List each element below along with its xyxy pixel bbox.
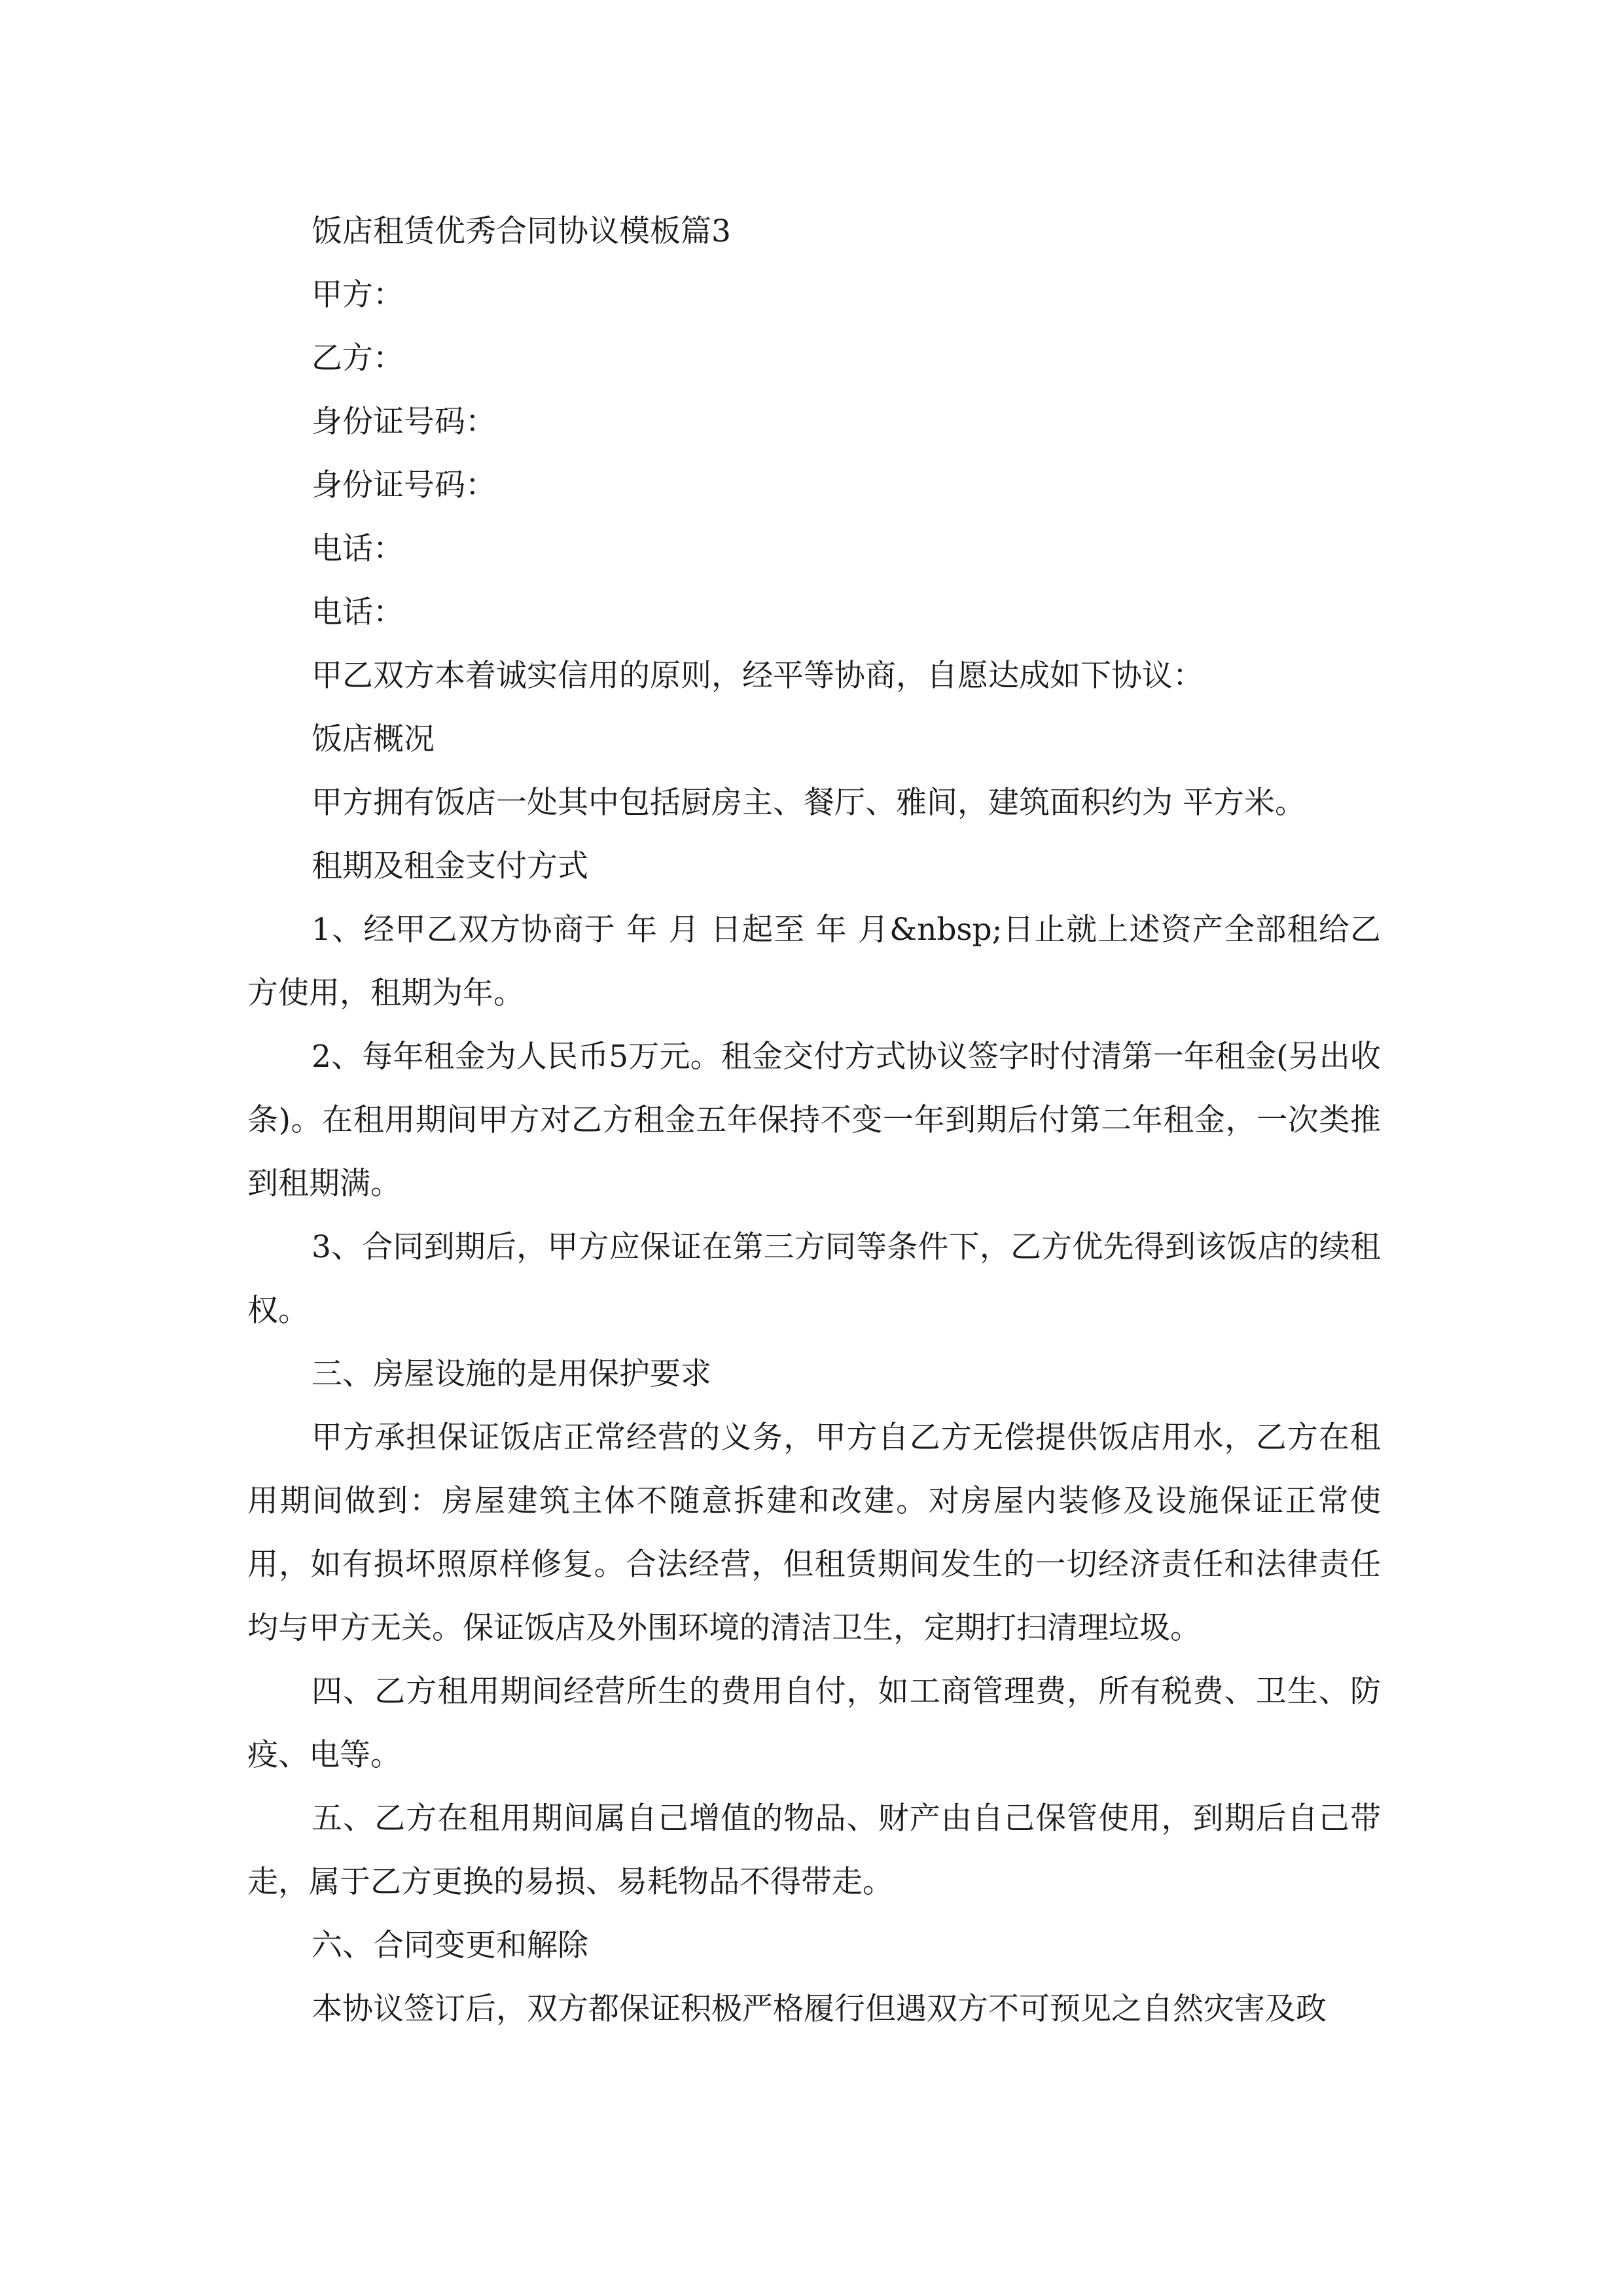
- clause-paragraph: 五、乙方在租用期间属自己增值的物品、财产由自己保管使用，到期后自己带走，属于乙方更换的易损、易耗物品不得带走。: [247, 1801, 1381, 1900]
- section-heading: 六、合同变更和解除: [312, 1928, 588, 1964]
- id-number-line: 身份证号码：: [312, 467, 496, 503]
- body-paragraph: 本协议签订后，双方都保证积极严格履行但遇双方不可预见之自然灾害及政: [312, 1991, 1327, 2027]
- clause-paragraph: 2、每年租金为人民币5万元。租金交付方式协议签字时付清第一年租金(另出收条)。在租用期间甲方对乙方租金五年保持不变一年到期后付第二年租金，一次类推到租期满。: [247, 1039, 1381, 1202]
- preamble-paragraph: 甲乙双方本着诚实信用的原则，经平等协商，自愿达成如下协议：: [312, 658, 1204, 694]
- section-heading: 饭店概况: [312, 721, 435, 757]
- phone-line: 电话：: [312, 594, 404, 630]
- section-heading: 三、房屋设施的是用保护要求: [312, 1356, 711, 1392]
- section-heading: 租期及租金支付方式: [312, 848, 588, 884]
- clause-paragraph: 1、经甲乙双方协商于 年 月 日起至 年 月&nbsp;日止就上述资产全部租给乙方使用，租期为年。: [247, 912, 1381, 1011]
- party-a-line: 甲方：: [312, 277, 404, 313]
- phone-line: 电话：: [312, 531, 404, 567]
- party-b-line: 乙方：: [312, 340, 404, 376]
- body-paragraph: 甲方拥有饭店一处其中包括厨房主、餐厅、雅间，建筑面积约为 平方米。: [312, 785, 1306, 821]
- document-body: [247, 200, 1381, 2041]
- clause-paragraph: 3、合同到期后，甲方应保证在第三方同等条件下，乙方优先得到该饭店的续租权。: [247, 1229, 1381, 1329]
- clause-paragraph: 四、乙方租用期间经营所生的费用自付，如工商管理费，所有税费、卫生、防疫、电等。: [247, 1674, 1381, 1773]
- body-paragraph: 甲方承担保证饭店正常经营的义务，甲方自乙方无偿提供饭店用水，乙方在租用期间做到：房屋建筑主体不随意拆建和改建。对房屋内装修及设施保证正常使用，如有损坏照原样修复。合法经营，但租赁期间发生的一切经济责任和法律责任均与甲方无关。保证饭店及外围环境的清洁卫生，定期打扫清理垃圾。: [247, 1420, 1381, 1646]
- document-title: 饭店租赁优秀合同协议模板篇3: [312, 213, 731, 249]
- id-number-line: 身份证号码：: [312, 404, 496, 440]
